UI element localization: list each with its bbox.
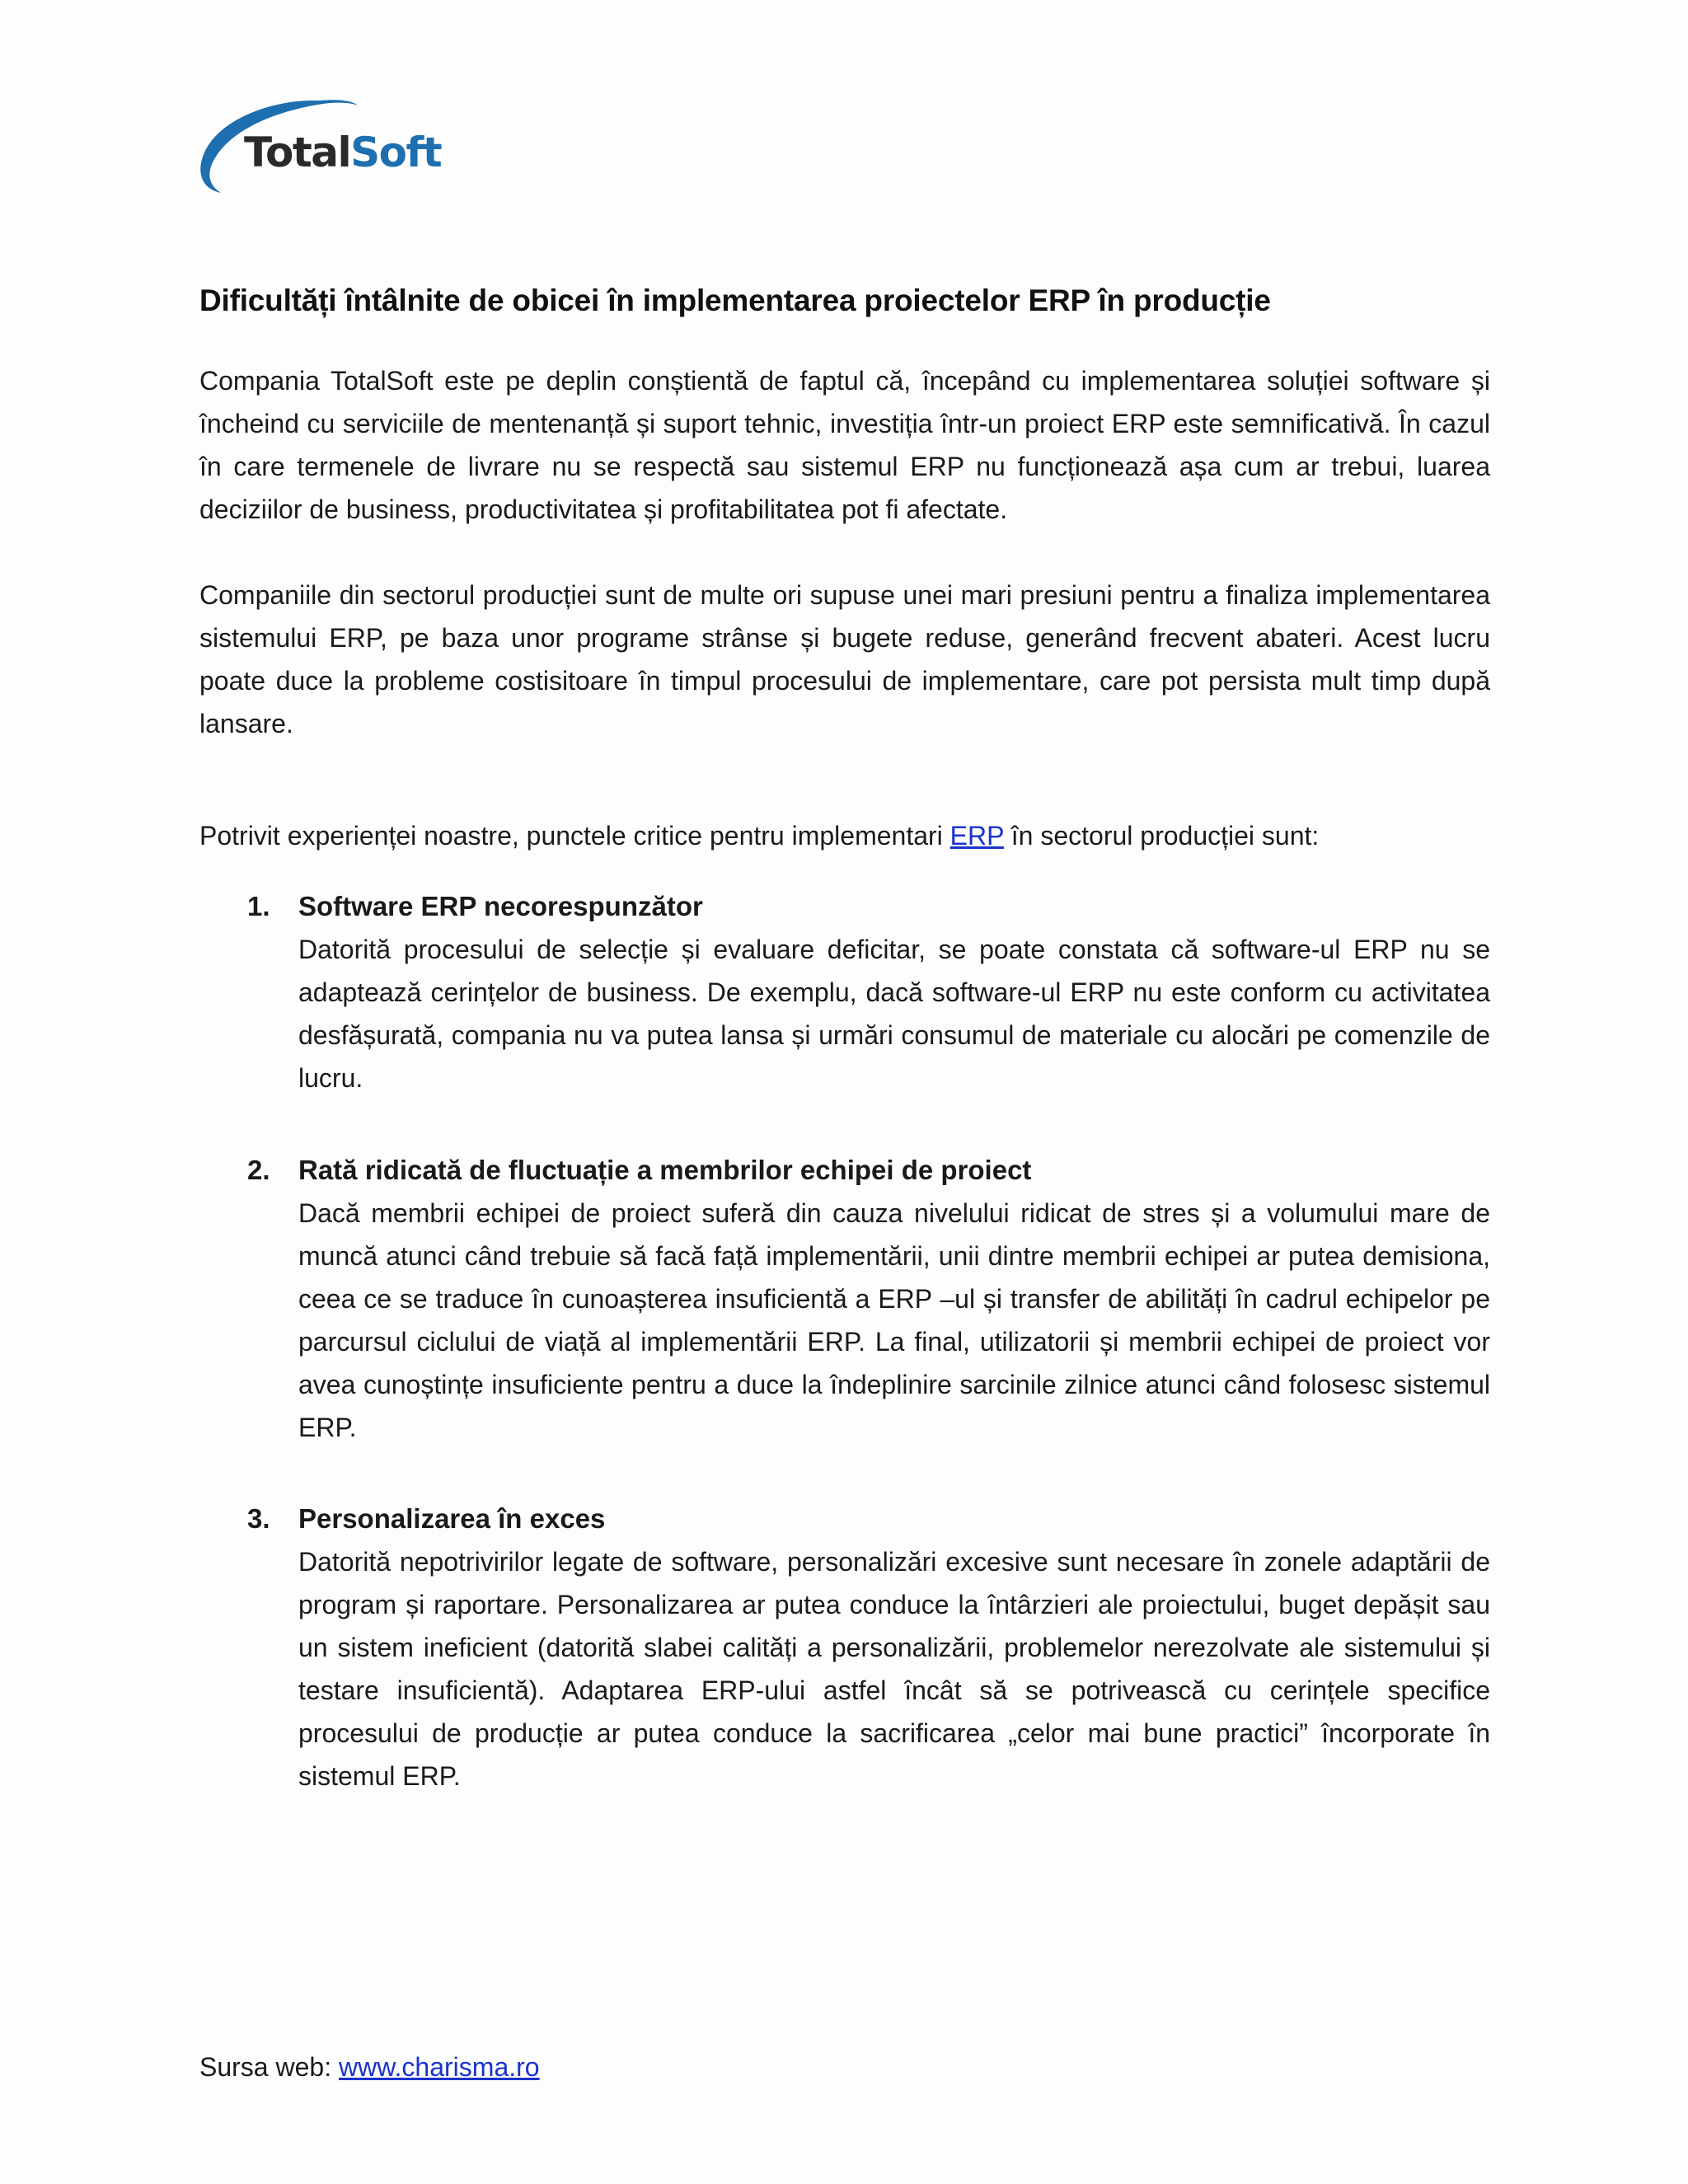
logo-word-soft: Soft [350, 129, 442, 176]
erp-link[interactable]: ERP [950, 821, 1004, 851]
lead-in-text: Potrivit experienței noastre, punctele critice pentru implementari [199, 821, 950, 851]
intro-paragraph: Compania TotalSoft este pe deplin conștientă de faptul că, începând cu implementarea soluției software și încheind cu serviciile de mentenanță și suport tehnic, investiția într-un proiect ERP este semnificativă. În cazul în care termenele de livrare nu se respectă sau sistemul ERP nu funcționează așa cum ar trebui, luarea deciziilor de business, productivitatea și profitabilitatea pot fi afectate. [199, 366, 1490, 524]
list-item-number: 2. [247, 1155, 270, 1185]
lead-in-paragraph [199, 814, 1490, 857]
logo-wordmark [244, 129, 442, 176]
list-item-number: 3. [247, 1503, 270, 1534]
list-item-body: Datorită nepotrivirilor legate de software, personalizări excesive sunt necesare în zonele adaptării de program și raportare. Personalizarea ar putea conduce la întârzieri ale proiectului, buget depășit sau un sistem ineficient (datorită slabei calități a personalizării, problemelor nerezolvate ale sistemului și testare insuficientă). Adaptarea ERP-ului astfel încât să se potrivească cu cerințele specifice procesului de producție ar putea conduce la sacrificarea „celor mai bune practici” încorporate în sistemul ERP. [298, 1547, 1490, 1791]
list-item-title: Personalizarea în exces [298, 1503, 606, 1534]
context-paragraph: Companiile din sectorul producției sunt de multe ori supuse unei mari presiuni pentru a finaliza implementarea sistemului ERP, pe baza unor programe strânse și bugete reduse, generând frecvent abateri. Acest lucru poate duce la probleme costisitoare în timpul procesului de implementare, care pot persista mult timp după lansare. [199, 580, 1490, 738]
source-link[interactable]: www.charisma.ro [338, 2052, 540, 2082]
totalsoft-logo [196, 92, 460, 199]
page-title: Dificultăți întâlnite de obicei în implementarea proiectelor ERP în producție [199, 284, 1271, 317]
list-item-number: 1. [247, 891, 270, 921]
logo-word-total: Total [244, 129, 351, 176]
list-item-title: Rată ridicată de fluctuație a membrilor echipei de proiect [298, 1155, 1032, 1185]
list-item-title: Software ERP necorespunzător [298, 891, 703, 921]
source-label: Sursa web: [199, 2052, 339, 2082]
list-item-body: Datorită procesului de selecție și evaluare deficitar, se poate constata că software-ul ERP nu se adaptează cerințelor de business. De exemplu, dacă software-ul ERP nu este conform cu activitatea desfășurată, compania nu va putea lansa și urmări consumul de materiale cu alocări pe comenzile de lucru. [298, 935, 1490, 1093]
source-footer [199, 2046, 540, 2088]
lead-in-text-end: în sectorul producției sunt: [1003, 821, 1320, 851]
list-item-body: Dacă membrii echipei de proiect suferă din cauza nivelului ridicat de stres și a volumului mare de muncă atunci când trebuie să facă față implementării, unii dintre membrii echipei ar putea demisiona, ceea ce se traduce în cunoașterea insuficientă a ERP –ul și transfer de abilități în cadrul echipelor pe parcursul ciclului de viață al implementării ERP. La final, utilizatorii și membrii echipei de proiect vor avea cunoștințe insuficiente pentru a duce la îndeplinire sarcinile zilnice atunci când folosesc sistemul ERP. [298, 1198, 1490, 1442]
